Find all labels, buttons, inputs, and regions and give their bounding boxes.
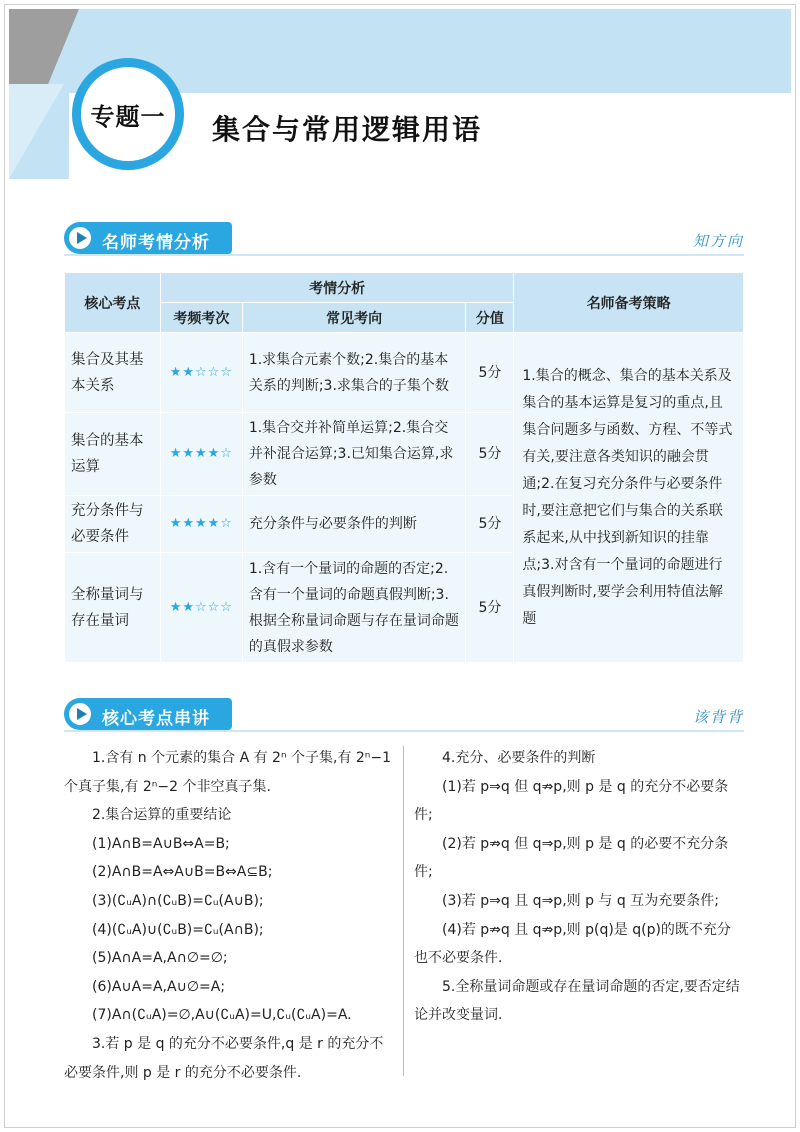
strategy-text: 1.集合的概念、集合的基本关系及集合的基本运算是复习的重点,且集合问题多与函数、方程、不等式有关,要注意各类知识的融会贯通;2.在复习充分条件与必要条件时,要注意把它们与集合的关系联系起来,从中找到新知识的挂靠点;3.对含有一个量词的命题进行真假判断时,要学会利用特值法解题 <box>514 333 744 663</box>
note-item: (7)A∩(∁ᵤA)=∅,A∪(∁ᵤA)=U,∁ᵤ(∁ᵤA)=A. <box>92 1007 352 1024</box>
note-item: (2)若 p⇏q 但 q⇒p,则 p 是 q 的必要不充分条件; <box>414 835 729 881</box>
score: 5分 <box>466 496 514 553</box>
note-item: 2.集合运算的重要结论 <box>92 807 232 824</box>
section-title: 名师考情分析 <box>102 233 210 253</box>
core-point: 充分条件与必要条件 <box>65 496 161 553</box>
note-item: (6)A∪A=A,A∪∅=A; <box>92 978 226 995</box>
note-item: (4)(∁ᵤA)∪(∁ᵤB)=∁ᵤ(A∩B); <box>92 921 264 938</box>
note-item: (2)A∩B=A⇔A∪B=B⇔A⊆B; <box>92 864 273 881</box>
score: 5分 <box>466 333 514 413</box>
exam-direction: 1.求集合元素个数;2.集合的基本关系的判断;3.求集合的子集个数 <box>242 333 466 413</box>
exam-direction: 1.含有一个量词的命题的否定;2.含有一个量词的命题真假判断;3.根据全称量词命题与存在量词命题的真假求参数 <box>242 553 466 663</box>
chapter-badge <box>72 58 184 170</box>
section-title: 核心考点串讲 <box>102 709 210 729</box>
note-item: (3)若 p⇒q 且 q⇒p,则 p 与 q 互为充要条件; <box>442 892 719 909</box>
section-exam-analysis <box>64 222 744 256</box>
header-core-point: 核心考点 <box>65 273 161 333</box>
play-icon <box>66 700 94 728</box>
section-underline <box>64 730 744 732</box>
header-score: 分值 <box>466 303 514 333</box>
note-item: 4.充分、必要条件的判断 <box>442 750 596 766</box>
section-tag: 该背背 <box>692 708 744 726</box>
header-analysis: 考情分析 <box>160 273 514 303</box>
header-direction: 常见考向 <box>242 303 466 333</box>
frequency-stars: ★★★★☆ <box>160 496 242 553</box>
column-divider <box>403 746 404 1076</box>
score: 5分 <box>466 413 514 496</box>
chapter-badge-label: 专题一 <box>90 102 166 131</box>
header-frequency: 考频考次 <box>160 303 242 333</box>
note-item: (4)若 p⇏q 且 q⇏p,则 p(q)是 q(p)的既不充分也不必要条件. <box>414 921 731 967</box>
exam-analysis-table <box>64 272 744 663</box>
chapter-title: 集合与常用逻辑用语 <box>212 113 483 146</box>
note-item: (1)若 p⇒q 但 q⇏p,则 p 是 q 的充分不必要条件; <box>414 778 729 824</box>
note-item: (3)(∁ᵤA)∩(∁ᵤB)=∁ᵤ(A∪B); <box>92 892 264 909</box>
section-core-review <box>64 698 744 732</box>
note-item: 1.含有 n 个元素的集合 A 有 2ⁿ 个子集,有 2ⁿ−1 个真子集,有 2ⁿ−2 个非空真子集. <box>64 750 392 795</box>
table-row <box>65 333 744 413</box>
note-item: 5.全称量词命题或存在量词命题的否定,要否定结论并改变量词. <box>414 978 740 1024</box>
notes-left-column <box>64 744 394 1087</box>
note-item: (1)A∩B=A∪B⇔A=B; <box>92 835 230 852</box>
exam-direction: 1.集合交并补简单运算;2.集合交并补混合运算;3.已知集合运算,求参数 <box>242 413 466 496</box>
play-icon <box>66 224 94 252</box>
core-point: 集合的基本运算 <box>65 413 161 496</box>
notes-right-column <box>414 744 744 1030</box>
frequency-stars: ★★★★☆ <box>160 413 242 496</box>
note-item: (5)A∩A=A,A∩∅=∅; <box>92 950 228 967</box>
header-decoration-light <box>9 84 64 179</box>
header-strategy: 名师备考策略 <box>514 273 744 333</box>
exam-direction: 充分条件与必要条件的判断 <box>242 496 466 553</box>
section-underline <box>64 254 744 256</box>
score: 5分 <box>466 553 514 663</box>
core-point: 全称量词与存在量词 <box>65 553 161 663</box>
note-item: 3.若 p 是 q 的充分不必要条件,q 是 r 的充分不必要条件,则 p 是 r 的充分不必要条件. <box>64 1035 384 1081</box>
core-point: 集合及其基本关系 <box>65 333 161 413</box>
frequency-stars: ★★☆☆☆ <box>160 333 242 413</box>
frequency-stars: ★★☆☆☆ <box>160 553 242 663</box>
section-tag: 知方向 <box>692 232 744 250</box>
